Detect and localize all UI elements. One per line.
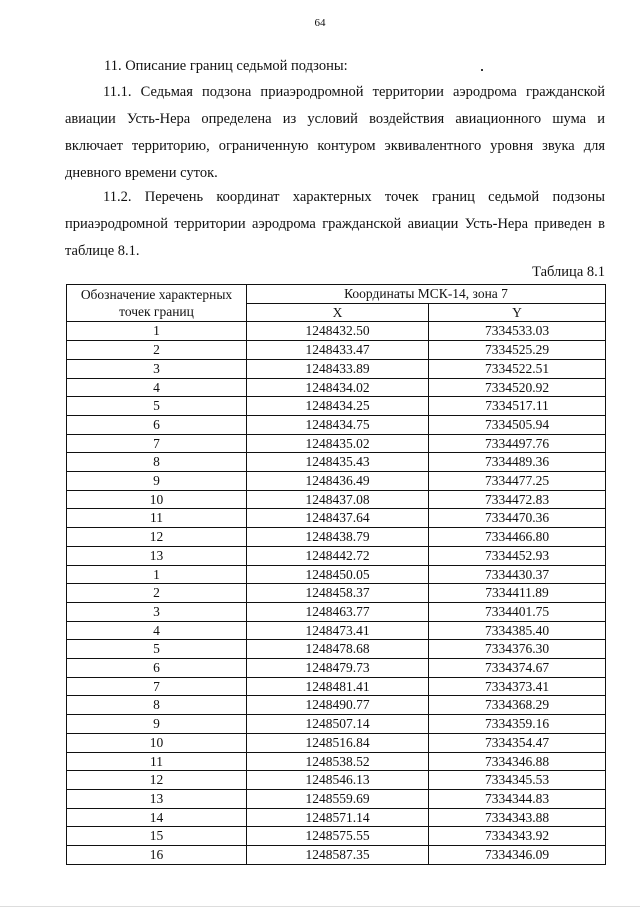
y-cell: 7334343.92	[429, 827, 606, 846]
y-cell: 7334525.29	[429, 341, 606, 360]
y-cell: 7334411.89	[429, 584, 606, 603]
table-row	[67, 415, 606, 434]
table-row	[67, 359, 606, 378]
point-cell: 5	[67, 397, 247, 416]
table-row	[67, 546, 606, 565]
x-cell: 1248559.69	[247, 789, 429, 808]
y-cell: 7334505.94	[429, 415, 606, 434]
table-body	[67, 322, 606, 864]
y-cell: 7334373.41	[429, 677, 606, 696]
x-cell: 1248587.35	[247, 846, 429, 865]
table-row	[67, 789, 606, 808]
header-y: Y	[429, 303, 606, 322]
x-cell: 1248507.14	[247, 715, 429, 734]
y-cell: 7334497.76	[429, 434, 606, 453]
x-cell: 1248516.84	[247, 733, 429, 752]
point-cell: 5	[67, 640, 247, 659]
x-cell: 1248571.14	[247, 808, 429, 827]
point-cell: 13	[67, 789, 247, 808]
point-cell: 7	[67, 677, 247, 696]
x-cell: 1248432.50	[247, 322, 429, 341]
point-cell: 14	[67, 808, 247, 827]
point-cell: 12	[67, 528, 247, 547]
table-row	[67, 490, 606, 509]
table-row	[67, 341, 606, 360]
x-cell: 1248450.05	[247, 565, 429, 584]
table-row	[67, 677, 606, 696]
table-row	[67, 696, 606, 715]
y-cell: 7334343.88	[429, 808, 606, 827]
y-cell: 7334346.09	[429, 846, 606, 865]
paragraph-11-1	[65, 79, 605, 187]
table-caption: Таблица 8.1	[532, 264, 605, 280]
x-cell: 1248434.75	[247, 415, 429, 434]
table-row	[67, 472, 606, 491]
y-cell: 7334368.29	[429, 696, 606, 715]
point-cell: 7	[67, 434, 247, 453]
table-row	[67, 621, 606, 640]
x-cell: 1248463.77	[247, 602, 429, 621]
page-number: 64	[314, 17, 326, 29]
x-cell: 1248546.13	[247, 771, 429, 790]
y-cell: 7334346.88	[429, 752, 606, 771]
header-x: X	[247, 303, 429, 322]
point-cell: 12	[67, 771, 247, 790]
table-header-row	[67, 285, 606, 304]
x-cell: 1248490.77	[247, 696, 429, 715]
table-row	[67, 565, 606, 584]
table-row	[67, 846, 606, 865]
x-cell: 1248433.89	[247, 359, 429, 378]
y-cell: 7334517.11	[429, 397, 606, 416]
point-cell: 4	[67, 621, 247, 640]
point-cell: 10	[67, 490, 247, 509]
point-cell: 16	[67, 846, 247, 865]
y-cell: 7334385.40	[429, 621, 606, 640]
paragraph-11-2-text: 11.2. Перечень координат характерных точек границ седьмой подзоны приаэродромной территории аэродрома гражданской авиации Усть-Нера приведен в таблице 8.1.	[65, 189, 605, 259]
table-row	[67, 528, 606, 547]
scan-speck	[481, 69, 483, 71]
x-cell: 1248478.68	[247, 640, 429, 659]
y-cell: 7334466.80	[429, 528, 606, 547]
table-row	[67, 659, 606, 678]
table-row	[67, 453, 606, 472]
header-coordinates: Координаты МСК-14, зона 7	[247, 285, 606, 304]
x-cell: 1248435.43	[247, 453, 429, 472]
y-cell: 7334401.75	[429, 602, 606, 621]
table-row	[67, 827, 606, 846]
y-cell: 7334354.47	[429, 733, 606, 752]
point-cell: 2	[67, 584, 247, 603]
paragraph-11-2	[65, 184, 605, 265]
table-row	[67, 752, 606, 771]
x-cell: 1248434.02	[247, 378, 429, 397]
point-cell: 1	[67, 322, 247, 341]
point-cell: 10	[67, 733, 247, 752]
point-cell: 6	[67, 659, 247, 678]
table-row	[67, 378, 606, 397]
x-cell: 1248435.02	[247, 434, 429, 453]
paragraph-11-1-text: 11.1. Седьмая подзона приаэродромной территории аэродрома гражданской авиации Усть-Нера определена из условий воздействия авиационного шума и включает территорию, ограниченную контуром эквивалентного уровня звука для дневного времени суток.	[65, 84, 605, 181]
point-cell: 15	[67, 827, 247, 846]
point-cell: 3	[67, 602, 247, 621]
point-cell: 13	[67, 546, 247, 565]
x-cell: 1248437.08	[247, 490, 429, 509]
y-cell: 7334533.03	[429, 322, 606, 341]
x-cell: 1248434.25	[247, 397, 429, 416]
x-cell: 1248479.73	[247, 659, 429, 678]
x-cell: 1248436.49	[247, 472, 429, 491]
y-cell: 7334344.83	[429, 789, 606, 808]
table-row	[67, 640, 606, 659]
y-cell: 7334522.51	[429, 359, 606, 378]
x-cell: 1248437.64	[247, 509, 429, 528]
y-cell: 7334374.67	[429, 659, 606, 678]
x-cell: 1248538.52	[247, 752, 429, 771]
y-cell: 7334430.37	[429, 565, 606, 584]
point-cell: 11	[67, 752, 247, 771]
table-row	[67, 584, 606, 603]
table-row	[67, 602, 606, 621]
y-cell: 7334489.36	[429, 453, 606, 472]
table-row	[67, 808, 606, 827]
point-cell: 9	[67, 715, 247, 734]
table-row	[67, 434, 606, 453]
x-cell: 1248458.37	[247, 584, 429, 603]
y-cell: 7334470.36	[429, 509, 606, 528]
table-row	[67, 397, 606, 416]
x-cell: 1248575.55	[247, 827, 429, 846]
page-bottom-edge	[0, 906, 640, 907]
y-cell: 7334477.25	[429, 472, 606, 491]
table-row	[67, 322, 606, 341]
table-row	[67, 509, 606, 528]
x-cell: 1248473.41	[247, 621, 429, 640]
table-row	[67, 771, 606, 790]
coordinates-table	[66, 284, 606, 865]
point-cell: 9	[67, 472, 247, 491]
y-cell: 7334472.83	[429, 490, 606, 509]
point-cell: 6	[67, 415, 247, 434]
y-cell: 7334452.93	[429, 546, 606, 565]
x-cell: 1248438.79	[247, 528, 429, 547]
x-cell: 1248442.72	[247, 546, 429, 565]
y-cell: 7334345.53	[429, 771, 606, 790]
point-cell: 11	[67, 509, 247, 528]
x-cell: 1248481.41	[247, 677, 429, 696]
y-cell: 7334359.16	[429, 715, 606, 734]
x-cell: 1248433.47	[247, 341, 429, 360]
point-cell: 4	[67, 378, 247, 397]
point-cell: 3	[67, 359, 247, 378]
header-point-designation: Обозначение характерных точек границ	[67, 285, 247, 322]
point-cell: 1	[67, 565, 247, 584]
y-cell: 7334376.30	[429, 640, 606, 659]
y-cell: 7334520.92	[429, 378, 606, 397]
point-cell: 8	[67, 696, 247, 715]
table-row	[67, 733, 606, 752]
table-row	[67, 715, 606, 734]
point-cell: 2	[67, 341, 247, 360]
point-cell: 8	[67, 453, 247, 472]
section-title: 11. Описание границ седьмой подзоны:	[104, 58, 348, 74]
